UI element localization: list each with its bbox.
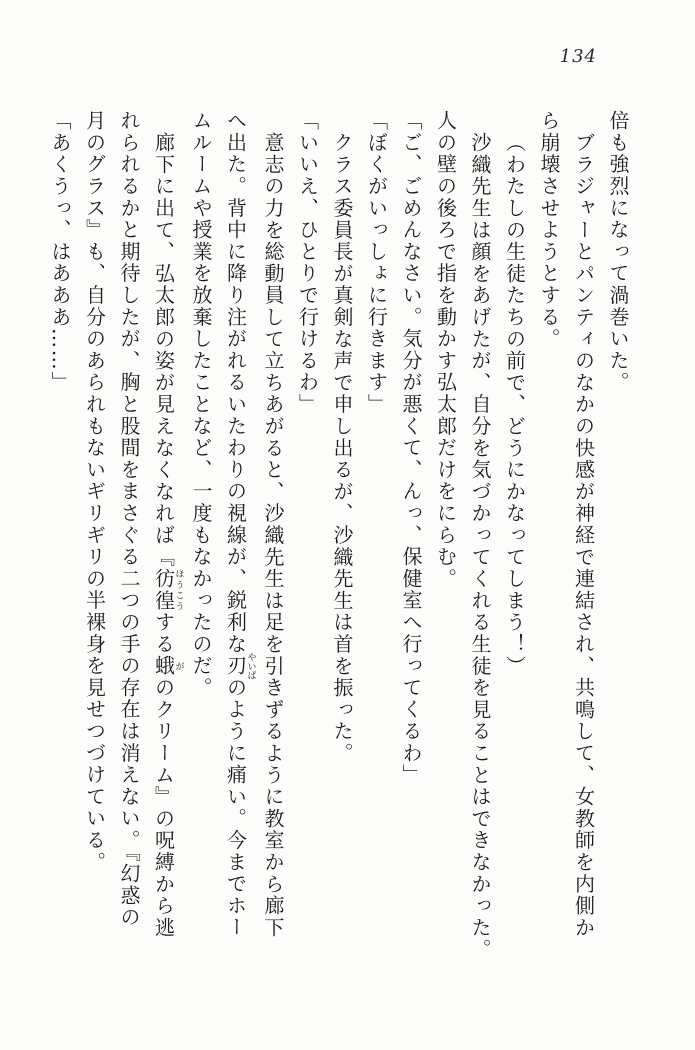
text-block: [47, 110, 635, 972]
text-line: 「ご、ごめんなさい。気分が悪くて、んっ、保健室へ行ってくるわ」: [399, 110, 423, 786]
text-line: 人の壁の後ろで指を動かす弘太郎だけをにらむ。: [433, 110, 458, 590]
text-line: 意志の力を総動員して立ちあがると、沙織先生は足を引きずるように教室から廊下: [261, 132, 285, 939]
text-line: クラス委員長が真剣な声で申し出るが、沙織先生は首を振った。: [330, 132, 354, 765]
text-line: 倍も強烈になって渦巻いた。: [606, 110, 630, 394]
ruby-annotation: 蛾が: [151, 655, 184, 678]
text-line: ムルームや授業を放棄したことなど、一度もなかったのだ。: [189, 110, 213, 699]
text-line: ブラジャーとパンティのなかの快感が神経で連結され、共鳴して、女教師を内側か: [571, 132, 596, 939]
text-line: 月のグラス』も、自分のあられもないギリギリの半裸身を見せつづけている。: [82, 110, 107, 873]
ruby-annotation: 彷徨ほうこう: [151, 568, 184, 612]
text-line: へ出た。背中に降り注がれるいたわりの視線が、鋭利な刃やいばのように痛い。今までホー: [223, 110, 256, 939]
text-line: 「あくうっ、はあああ……」: [48, 110, 72, 394]
text-line: （わたしの生徒たちの前で、どうにかなってしまう！）: [502, 132, 527, 677]
text-line: 沙織先生は顔をあげたが、自分を気づかってくれる生徒を見ることはできなかった。: [468, 132, 492, 961]
page-number: 134: [559, 46, 597, 67]
text-line: 「ぼくがいっしょに行きます」: [364, 110, 389, 416]
text-line: 廊下に出て、弘太郎の姿が見えなくなれば『彷徨ほうこうする蛾がのクリーム』の呪縛から逃: [151, 132, 184, 939]
text-line: れられるかと期待したが、胸と股間をまさぐる二つの手の存在は消えない。『幻惑の: [117, 110, 141, 929]
text-line: ら崩壊させようとする。: [537, 110, 561, 350]
text-line: 「いいえ、ひとりで行けるわ」: [295, 110, 320, 416]
ruby-annotation: 刃やいば: [223, 652, 256, 680]
